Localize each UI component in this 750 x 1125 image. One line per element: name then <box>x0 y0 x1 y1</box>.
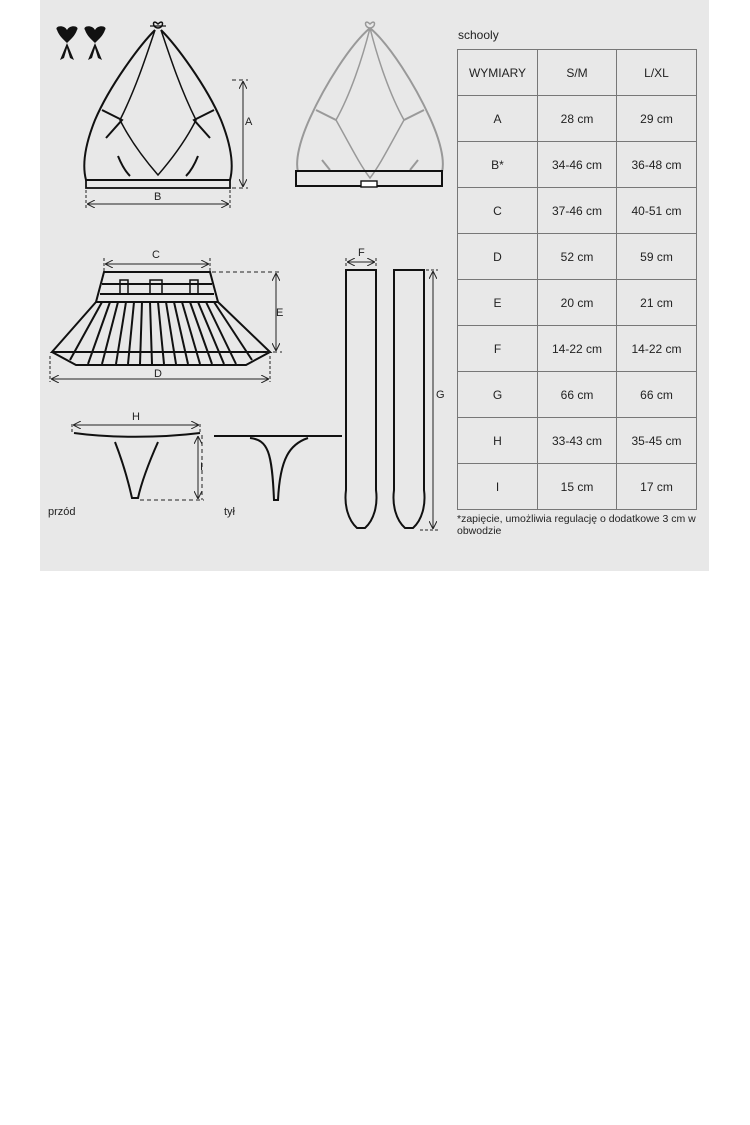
header-size-sm: S/M <box>538 50 617 96</box>
row-value-lxl: 59 cm <box>617 234 697 280</box>
row-label: C <box>458 188 538 234</box>
table-header-row <box>458 50 697 96</box>
row-label: D <box>458 234 538 280</box>
dim-label-c: C <box>152 249 160 261</box>
row-label: G <box>458 372 538 418</box>
row-value-sm: 34-46 cm <box>538 142 617 188</box>
skirt-drawing <box>52 272 270 365</box>
row-label: F <box>458 326 538 372</box>
row-value-lxl: 21 cm <box>617 280 697 326</box>
row-value-sm: 33-43 cm <box>538 418 617 464</box>
size-table <box>457 49 697 510</box>
table-row <box>458 188 697 234</box>
bra-back-drawing <box>297 22 443 178</box>
thong-front-drawing <box>74 433 200 498</box>
row-value-lxl: 40-51 cm <box>617 188 697 234</box>
row-value-lxl: 66 cm <box>617 372 697 418</box>
row-label: A <box>458 96 538 142</box>
row-value-sm: 20 cm <box>538 280 617 326</box>
dim-label-f: F <box>358 247 365 259</box>
dim-label-b: B <box>154 191 162 203</box>
row-label: I <box>458 464 538 510</box>
bow-icon <box>56 26 105 60</box>
dim-label-a: A <box>245 116 253 128</box>
table-row <box>458 142 697 188</box>
table-row <box>458 96 697 142</box>
row-value-lxl: 29 cm <box>617 96 697 142</box>
header-size-lxl: L/XL <box>617 50 697 96</box>
row-value-lxl: 36-48 cm <box>617 142 697 188</box>
row-value-sm: 15 cm <box>538 464 617 510</box>
header-dimensions: WYMIARY <box>458 50 538 96</box>
dim-label-e: E <box>276 307 284 319</box>
caption-front: przód <box>48 506 76 518</box>
dim-label-h: H <box>132 411 140 423</box>
row-label: B* <box>458 142 538 188</box>
row-label: E <box>458 280 538 326</box>
row-value-sm: 14-22 cm <box>538 326 617 372</box>
row-value-sm: 28 cm <box>538 96 617 142</box>
dim-label-g: G <box>436 389 445 401</box>
footnote: *zapięcie, umożliwia regulację o dodatkowe 3 cm w obwodzie <box>457 513 696 537</box>
row-value-lxl: 14-22 cm <box>617 326 697 372</box>
caption-back: tył <box>224 506 235 518</box>
product-name: schooly <box>458 28 499 42</box>
row-value-sm: 37-46 cm <box>538 188 617 234</box>
table-row <box>458 418 697 464</box>
row-value-sm: 66 cm <box>538 372 617 418</box>
thong-back-drawing <box>214 436 342 500</box>
size-chart-panel <box>40 0 709 571</box>
table-row <box>458 280 697 326</box>
stockings-drawing <box>345 270 424 528</box>
dim-label-i: I <box>200 461 204 473</box>
dim-label-d: D <box>154 368 162 380</box>
row-label: H <box>458 418 538 464</box>
table-row <box>458 326 697 372</box>
table-row <box>458 464 697 510</box>
bra-back-band <box>296 171 442 187</box>
table-row <box>458 372 697 418</box>
bra-front-drawing <box>84 22 231 188</box>
table-row <box>458 234 697 280</box>
row-value-sm: 52 cm <box>538 234 617 280</box>
row-value-lxl: 17 cm <box>617 464 697 510</box>
row-value-lxl: 35-45 cm <box>617 418 697 464</box>
